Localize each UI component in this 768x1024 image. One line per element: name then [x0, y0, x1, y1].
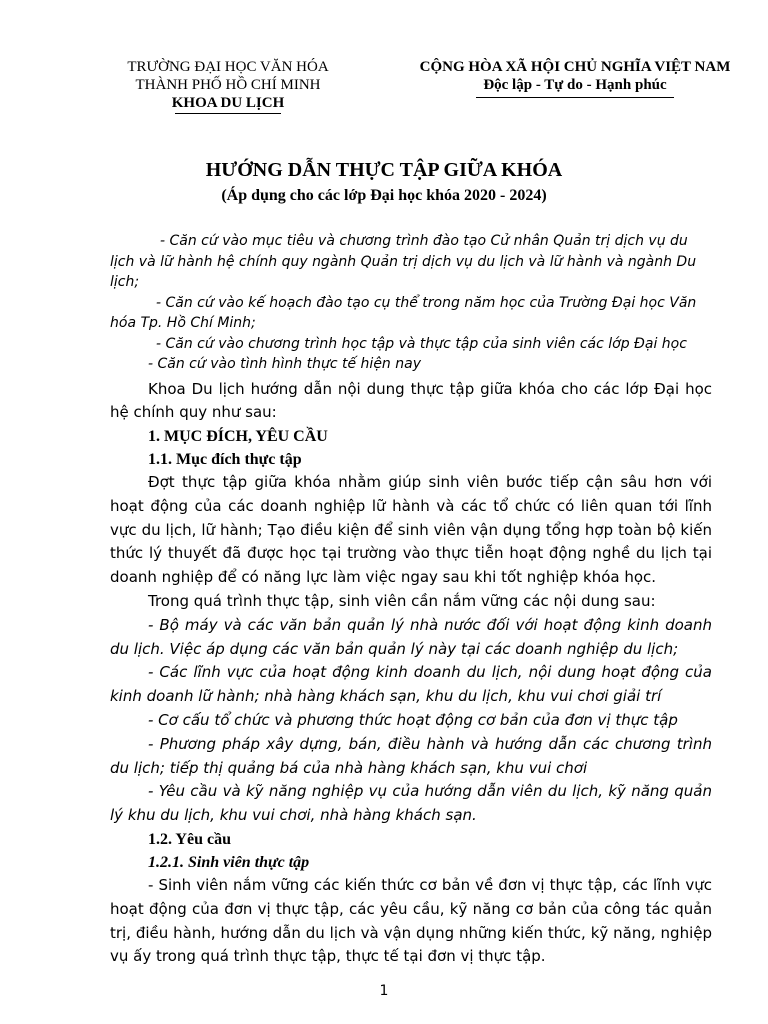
- basis-paragraph: - Căn cứ vào kế hoạch đào tạo cụ thể trong năm học của Trường Đại học Văn hóa Tp. Hồ Chí Minh;: [110, 294, 697, 331]
- motto-underline: [476, 97, 674, 98]
- body-paragraph: Trong quá trình thực tập, sinh viên cần nắm vững các nội dung sau:: [148, 592, 656, 611]
- institution-header: [110, 58, 346, 114]
- faculty-name: KHOA DU LỊCH: [171, 95, 285, 111]
- document-subtitle: (Áp dụng cho các lớp Đại học khóa 2020 - 2024): [221, 187, 547, 204]
- list-item: - Bộ máy và các văn bản quản lý nhà nước đối với hoạt động kinh doanh du lịch. Việc áp dụng các văn bản quản lý này tại các doanh nghiệp du lịch;: [110, 615, 712, 658]
- body-paragraph: - Sinh viên nắm vững các kiến thức cơ bản về đơn vị thực tập, các lĩnh vực hoạt động của đơn vị thực tập, các yêu cầu, kỹ năng cơ bản của công tác quản trị, điều hành, hướng dẫn du lịch và vận dụng những kiến thức, kỹ năng, nghiệp vụ ấy trong quá trình thực tập, thực tế tại đơn vị thực tập.: [110, 876, 712, 966]
- intro-paragraph: Khoa Du lịch hướng dẫn nội dung thực tập giữa khóa cho các lớp Đại học hệ chính quy như sau:: [110, 379, 712, 422]
- subsection-heading: 1.1. Mục đích thực tập: [148, 451, 302, 469]
- basis-paragraph: - Căn cứ vào chương trình học tập và thực tập của sinh viên các lớp Đại học: [156, 335, 687, 352]
- document-body: [110, 231, 712, 969]
- university-name: TRƯỜNG ĐẠI HỌC VĂN HÓA: [127, 59, 329, 75]
- basis-paragraph: - Căn cứ vào mục tiêu và chương trình đào tạo Cử nhân Quản trị dịch vụ du lịch và lữ hành hệ chính quy ngành Quản trị dịch vụ du lịch và lữ hành và ngành Du lịch;: [110, 233, 697, 290]
- list-item: - Yêu cầu và kỹ năng nghiệp vụ của hướng dẫn viên du lịch, kỹ năng quản lý khu du lịch, khu vui chơi, nhà hàng khách sạn.: [110, 782, 712, 825]
- national-motto: Độc lập - Tự do - Hạnh phúc: [483, 77, 667, 93]
- list-item: - Các lĩnh vực của hoạt động kinh doanh du lịch, nội dung hoạt động của kinh doanh lữ hành; nhà hàng khách sạn, khu du lịch, khu vui chơi giải trí: [110, 663, 712, 706]
- national-header: [402, 58, 748, 98]
- list-item: - Phương pháp xây dựng, bán, điều hành và hướng dẫn các chương trình du lịch; tiếp thị quảng bá của nhà hàng khách sạn, khu vui chơi: [110, 734, 712, 777]
- section-heading: 1. MỤC ĐÍCH, YÊU CẦU: [148, 428, 328, 446]
- city-name: THÀNH PHỐ HỒ CHÍ MINH: [135, 77, 321, 93]
- document-title: HƯỚNG DẪN THỰC TẬP GIỮA KHÓA: [205, 159, 563, 181]
- subsection-heading: 1.2. Yêu cầu: [148, 831, 231, 849]
- basis-paragraph: - Căn cứ vào tình hình thực tế hiện nay: [148, 356, 421, 372]
- list-item: - Cơ cấu tổ chức và phương thức hoạt động cơ bản của đơn vị thực tập: [148, 711, 678, 730]
- page-number: 1: [379, 983, 389, 999]
- faculty-underline: [175, 113, 281, 114]
- body-paragraph: Đợt thực tập giữa khóa nhằm giúp sinh viên bước tiếp cận sâu hơn với hoạt động của các doanh nghiệp lữ hành và các tổ chức có liên quan tới lĩnh vực du lịch, lữ hành; Tạo điều kiện để sinh viên vận dụng tổng hợp toàn bộ kiến thức lý thuyết đã được học tại trường vào thực tiễn hoạt động nghề du lịch tại doanh nghiệp để có năng lực làm việc ngay sau khi tốt nghiệp khóa học.: [110, 473, 712, 587]
- subsubsection-heading: 1.2.1. Sinh viên thực tập: [148, 854, 310, 872]
- national-title: CỘNG HÒA XÃ HỘI CHỦ NGHĨA VIỆT NAM: [419, 59, 731, 75]
